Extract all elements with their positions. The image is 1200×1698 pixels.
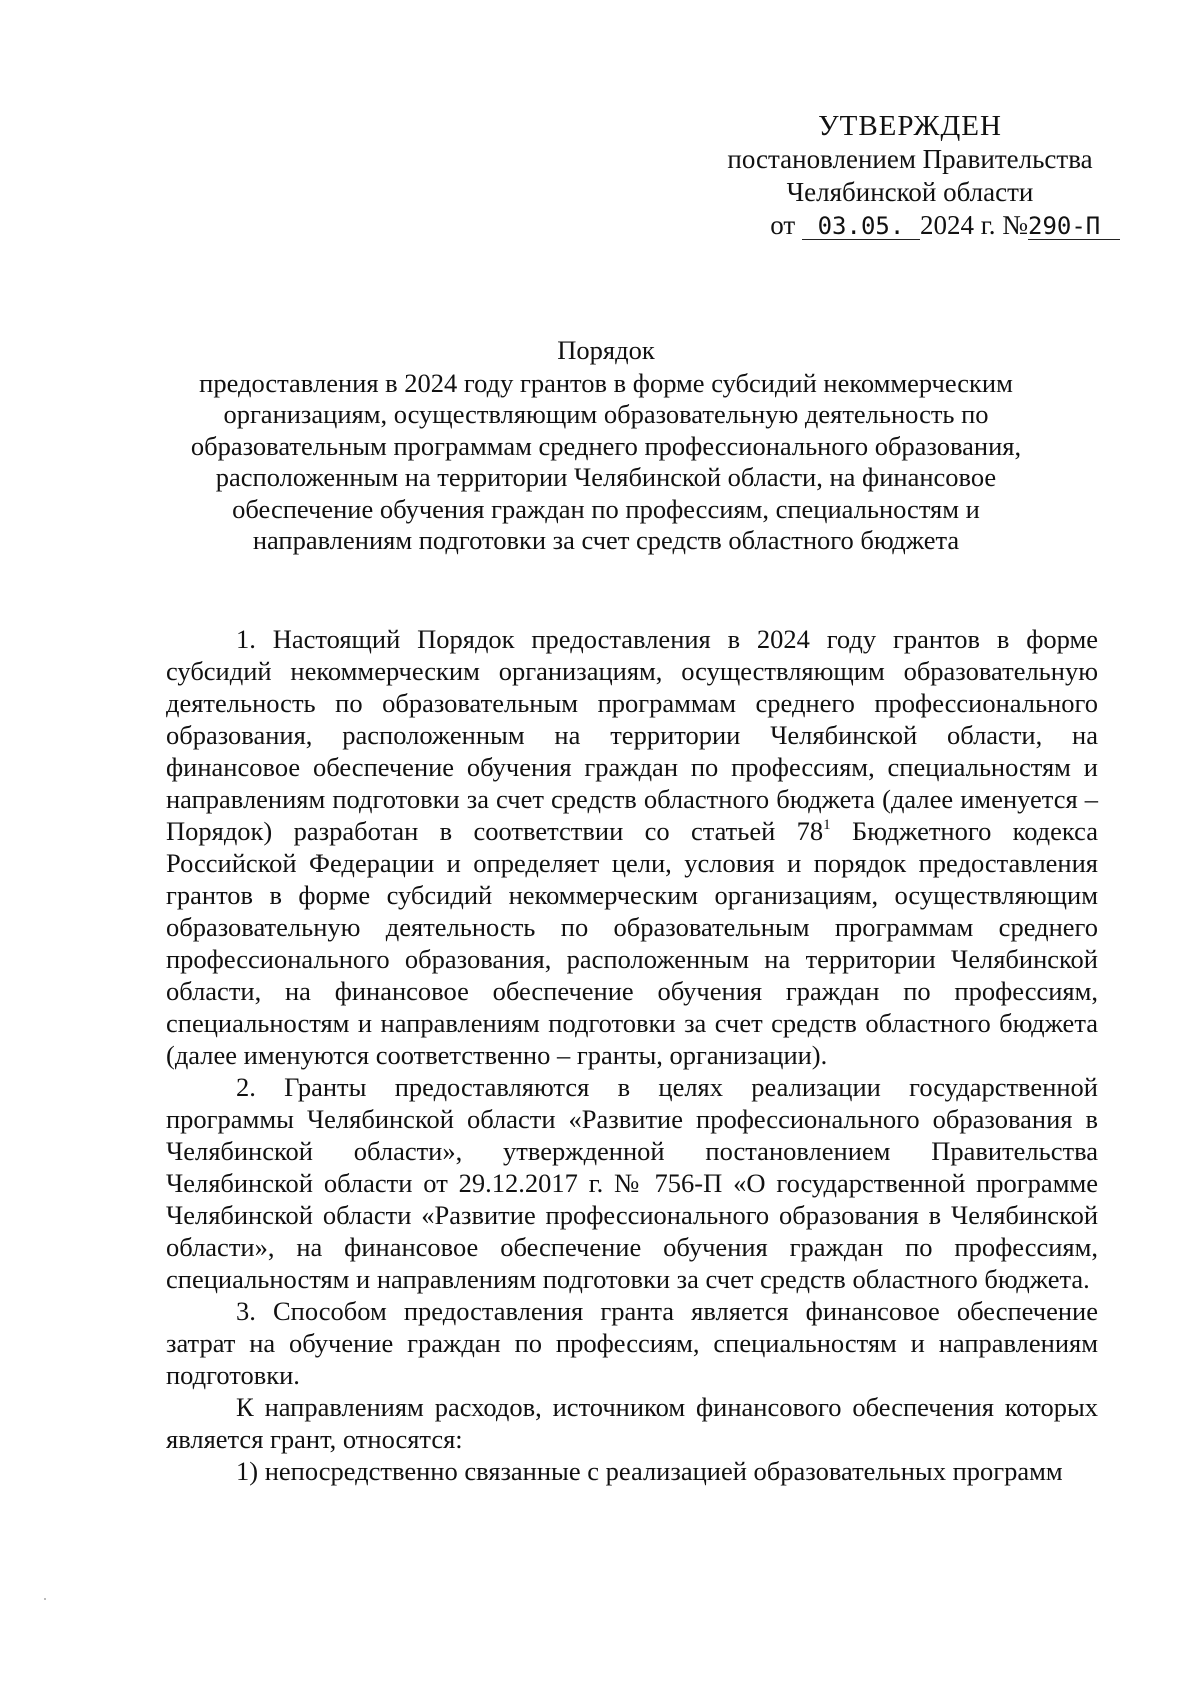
approval-date-line xyxy=(700,209,1120,242)
heading-line: образовательным программам среднего профессионального образования, xyxy=(190,430,1022,461)
heading-title: Порядок xyxy=(557,335,655,365)
paragraph-3: 3. Способом предоставления гранта является финансовое обеспечение затрат на обучение граждан по профессиям, специальностям и направлениям подготовки. xyxy=(166,1296,1098,1390)
heading-line: расположенным на территории Челябинской области, на финансовое xyxy=(215,462,997,492)
heading-line: направлениям подготовки за счет средств областного бюджета xyxy=(252,525,960,555)
article-superscript: 1 xyxy=(823,817,831,833)
document-heading xyxy=(160,335,1052,557)
approval-date: 03.05. xyxy=(802,213,920,240)
paragraph-5: 1) непосредственно связанные с реализацией образовательных программ xyxy=(236,1456,1063,1486)
heading-line: обеспечение обучения граждан по профессиям, специальностям и xyxy=(232,493,980,524)
heading-line: организациям, осуществляющим образовательную деятельность по xyxy=(223,399,989,429)
heading-line: предоставления в 2024 году грантов в форме субсидий некоммерческим xyxy=(199,367,1013,398)
approval-stamp xyxy=(700,110,1120,242)
scan-speck xyxy=(44,1598,46,1600)
approval-title: УТВЕРЖДЕН xyxy=(818,110,1002,142)
approval-year: 2024 г. xyxy=(919,210,996,240)
approval-number: 290-П xyxy=(1028,213,1120,240)
number-sign: № xyxy=(1002,210,1028,240)
paragraph-2: 2. Гранты предоставляются в целях реализации государственной программы Челябинской области «Развитие профессионального образования в Челябинской области», утвержденной постановлением Правительства Челябинской области от 29.12.2017 г. № 756-П «О государственной программе Челябинской области «Развитие профессионального образования в Челябинской области», на финансовое обеспечение обучения граждан по профессиям, специальностям и направлениям подготовки за счет средств областного бюджета. xyxy=(166,1072,1098,1294)
approval-line-2: Челябинской области xyxy=(786,177,1034,207)
date-prefix: от xyxy=(770,210,796,240)
paragraph-4: К направлениям расходов, источником финансового обеспечения которых является грант, относятся: xyxy=(166,1392,1098,1454)
paragraph-1-text-cont: Бюджетного кодекса Российской Федерации и определяет цели, условия и порядок предоставления грантов в форме субсидий некоммерческим организациям, осуществляющим образовательную деятельность по образовательным программам среднего профессионального образования, расположенным на территории Челябинской области, на финансовое обеспечение обучения граждан по профессиям, специальностям и направлениям подготовки за счет средств областного бюджета (далее именуются соответственно – гранты, организации). xyxy=(166,816,1098,1070)
paragraph-1-text: 1. Настоящий Порядок предоставления в 2024 году грантов в форме субсидий некоммерческим организациям, осуществляющим образовательную деятельность по образовательным программам среднего профессионального образования, расположенным на территории Челябинской области, на финансовое обеспечение обучения граждан по профессиям, специальностям и направлениям подготовки за счет средств областного бюджета (далее именуется – Порядок) разработан в соответствии со статьей 78 xyxy=(166,624,1098,846)
approval-line-1: постановлением Правительства xyxy=(727,144,1093,174)
paragraph-1 xyxy=(166,623,1098,1071)
document-body xyxy=(166,623,1098,1487)
